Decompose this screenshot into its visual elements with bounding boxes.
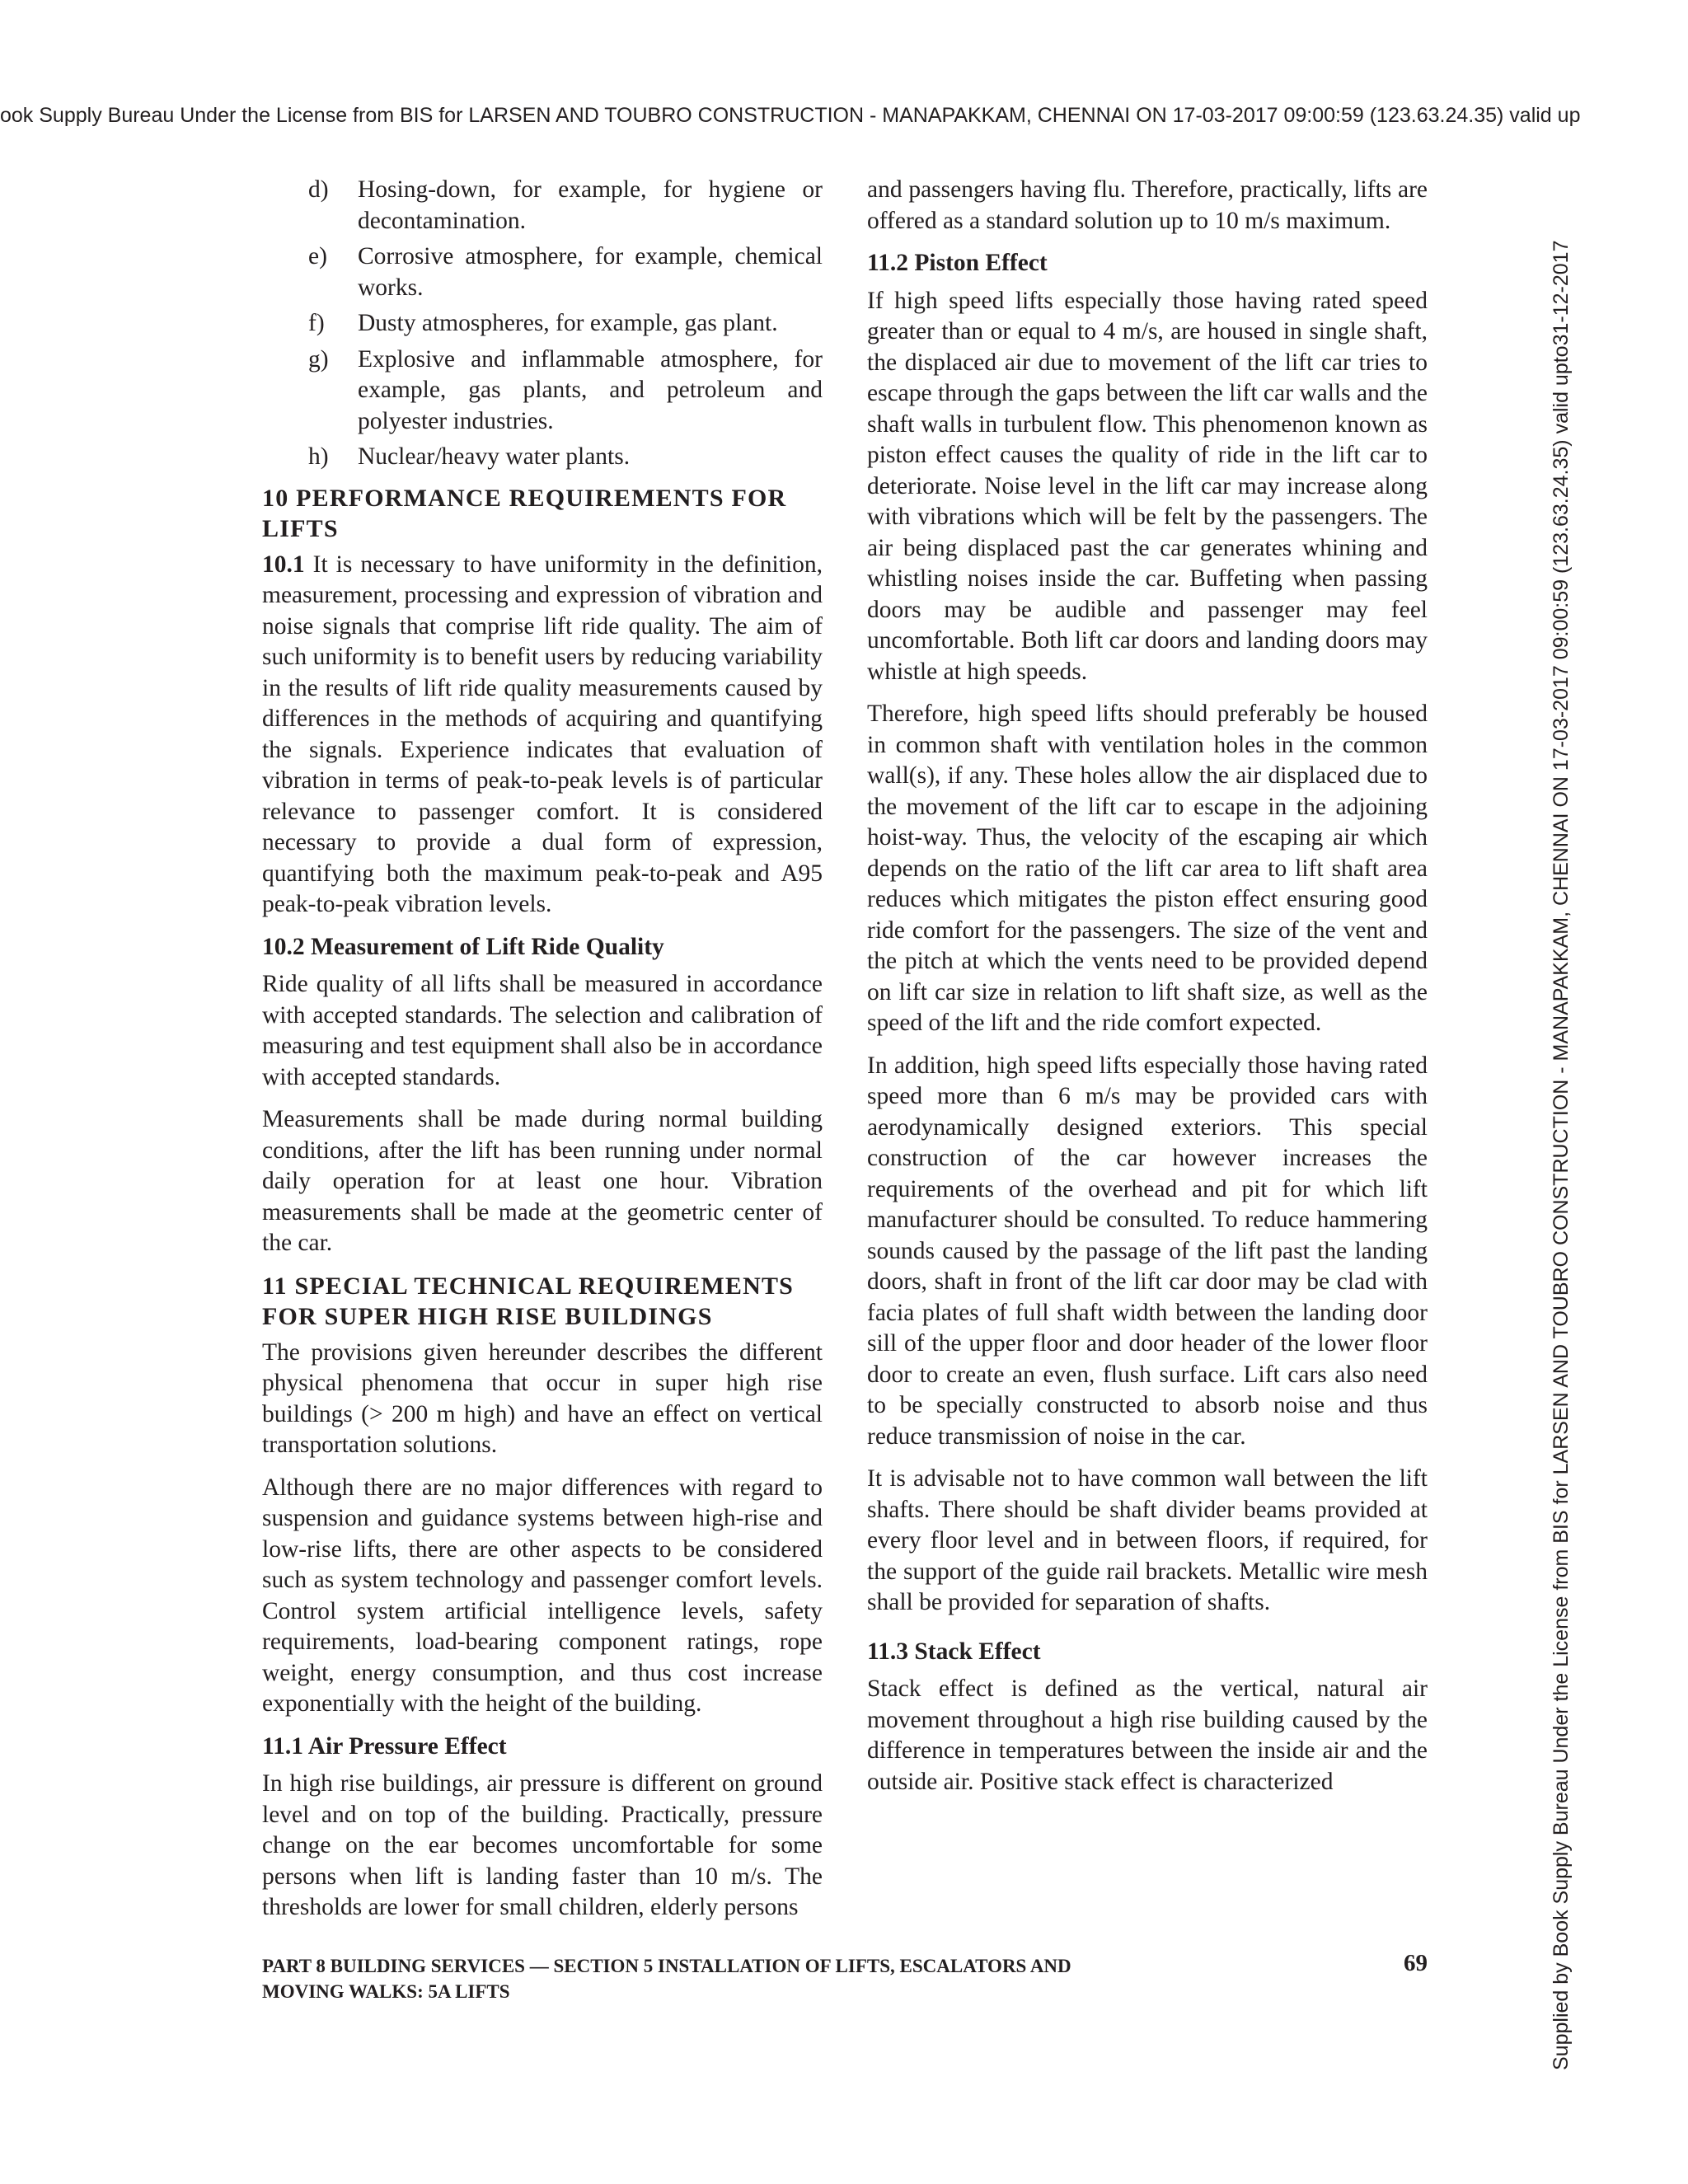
list-marker: d) <box>308 176 329 203</box>
list-marker: f) <box>308 310 325 336</box>
section-10-2-paragraph-2: Measurements shall be made during normal building conditions, after the lift has been running under normal daily operation for at least one hour. Vibration measurements shall be made at the geometric center of the car. <box>262 1106 823 1256</box>
list-marker: g) <box>308 345 329 373</box>
section-11-1-heading: 11.1 Air Pressure Effect <box>262 1732 507 1760</box>
footer-line-2: MOVING WALKS: 5A LIFTS <box>262 1981 510 2002</box>
section-10-2-paragraph-1: Ride quality of all lifts shall be measured in accordance with accepted standards. The selection and calibration of measuring and test equipment shall also be in accordance with accepted standards. <box>262 971 823 1090</box>
footer-line-1: PART 8 BUILDING SERVICES — SECTION 5 INSTALLATION OF LIFTS, ESCALATORS AND <box>262 1956 1071 1976</box>
section-11-1-paragraph: In high rise buildings, air pressure is different on ground level and on top of the building. Practically, pressure change on the ear becomes uncomfortable for some persons when lift is landing faster than 10 m/s. The thresholds are lower for small children, elderly persons <box>262 1770 823 1920</box>
list-item <box>262 308 823 340</box>
list-item <box>262 442 823 473</box>
section-11-2-paragraph-1: If high speed lifts especially those having rated speed greater than or equal to 4 m/s, are housed in single shaft, the displaced air due to movement of the lift car tries to escape through the gaps between the lift car walls and the shaft walls in turbulent flow. This phenomenon known as piston effect causes the quality of ride in the lift car to deteriorate. Noise level in the lift car may increase along with vibrations which will be felt by the passengers. The air being displaced past the car generates whining and whistling noises inside the car. Buffeting when passing doors may be audible and passenger may feel uncomfortable. Both lift car doors and landing doors may whistle at high speeds. <box>867 287 1428 685</box>
list-marker: e) <box>308 243 327 269</box>
side-license-watermark: Supplied by Book Supply Bureau Under the License from BIS for LARSEN AND TOUBRO CONSTRUCTION - MANAPAKKAM, CHENNAI ON 17-03-2017 09:00:59 (123.63.24.35) valid upto31-12-2017 <box>1550 240 1573 2070</box>
section-11-heading: 11 SPECIAL TECHNICAL REQUIREMENTS FOR SUPER HIGH RISE BUILDINGS <box>262 1272 795 1330</box>
section-11-2-heading: 11.2 Piston Effect <box>867 250 1048 276</box>
section-11-2-paragraph-4: It is advisable not to have common wall between the lift shafts. There should be shaft divider beams provided at every floor level and in between floors, if required, for the support of the guide rail brackets. Metallic wire mesh shall be provided for separation of shafts. <box>867 1465 1428 1615</box>
section-11-2-paragraph-3: In addition, high speed lifts especially those having rated speed more than 6 m/s may be provided cars with aerodynamically designed exteriors. This special construction of the car however increases the requirements of the overhead and pit for which lift manufacturer should be consulted. To reduce hammering sounds caused by the passage of the lift past the landing doors, shaft in front of the lift car door may be clad with facia plates of full shaft width between the landing door sill of the upper floor and door header of the lower floor door to create an even, flush surface. Lift cars also need to be specially constructed to absorb noise and thus reduce transmission of noise in the car. <box>867 1052 1428 1450</box>
list-text: Corrosive atmosphere, for example, chemical works. <box>358 243 823 301</box>
section-11-3-heading: 11.3 Stack Effect <box>867 1638 1041 1665</box>
list-item <box>262 175 823 237</box>
hazard-list <box>262 175 823 473</box>
list-text: Explosive and inflammable atmosphere, for example, gas plants, and petroleum and polyester industries. <box>358 345 823 434</box>
clause-text: It is necessary to have uniformity in the definition, measurement, processing and expression of vibration and noise signals that comprise lift ride quality. The aim of such uniformity is to benefit users by reducing variability in the results of lift ride quality measurements caused by differences in the methods of acquiring and quantifying the signals. Experience indicates that evaluation of vibration in terms of peak-to-peak levels is of particular relevance to passenger comfort. It is considered necessary to provide a dual form of expression, quantifying both the maximum peak-to-peak and A95 peak-to-peak vibration levels. <box>262 551 823 917</box>
list-item <box>262 241 823 303</box>
page-number: 69 <box>1404 1950 1428 1976</box>
top-license-watermark: ook Supply Bureau Under the License from BIS for LARSEN AND TOUBRO CONSTRUCTION - MANAPAKKAM, CHENNAI ON 17-03-2017 09:00:59 (123.63.24.35) valid up <box>0 104 1581 127</box>
section-10-2-heading: 10.2 Measurement of Lift Ride Quality <box>262 933 664 960</box>
section-10-1-paragraph <box>262 550 823 921</box>
section-11-paragraph-2: Although there are no major differences with regard to suspension and guidance systems between high-rise and low-rise lifts, there are other aspects to be considered such as system technology and passenger comfort levels. Control system artificial intelligence levels, safety requirements, load-bearing component ratings, rope weight, energy consumption, and thus cost increase exponentially with the height of the building. <box>262 1474 823 1717</box>
list-text: Nuclear/heavy water plants. <box>358 443 631 470</box>
section-11-paragraph-1: The provisions given hereunder describes the different physical phenomena that occur in super high rise buildings (> 200 m high) and have an effect on vertical transportation solutions. <box>262 1338 823 1458</box>
section-11-2-paragraph-2: Therefore, high speed lifts should preferably be housed in common shaft with ventilation holes in the common wall(s), if any. These holes allow the air displaced due to the movement of the lift car to escape in the adjoining hoist-way. Thus, the velocity of the escaping air which depends on the ratio of the lift car area to lift shaft area reduces which mitigates the piston effect ensuring good ride comfort for the passengers. The size of the vent and the pitch at which the vents need to be provided depend on lift car size in relation to lift shaft size, as well as the speed of the lift and the ride comfort expected. <box>867 701 1428 1036</box>
list-text: Dusty atmospheres, for example, gas plant. <box>358 310 778 336</box>
list-marker: h) <box>308 443 329 470</box>
section-11-3-paragraph: Stack effect is defined as the vertical, natural air movement throughout a high rise building caused by the difference in temperatures between the inside air and the outside air. Positive stack effect is characterized <box>867 1675 1428 1795</box>
list-item <box>262 344 823 438</box>
continued-paragraph: and passengers having flu. Therefore, practically, lifts are offered as a standard solution up to 10 m/s maximum. <box>867 176 1428 234</box>
clause-number: 10.1 <box>262 551 305 578</box>
left-column <box>262 175 823 1935</box>
section-10-heading: 10 PERFORMANCE REQUIREMENTS FOR LIFTS <box>262 484 787 542</box>
right-column <box>867 175 1428 1809</box>
list-text: Hosing-down, for example, for hygiene or decontamination. <box>358 176 823 234</box>
running-footer <box>262 1953 1202 2004</box>
